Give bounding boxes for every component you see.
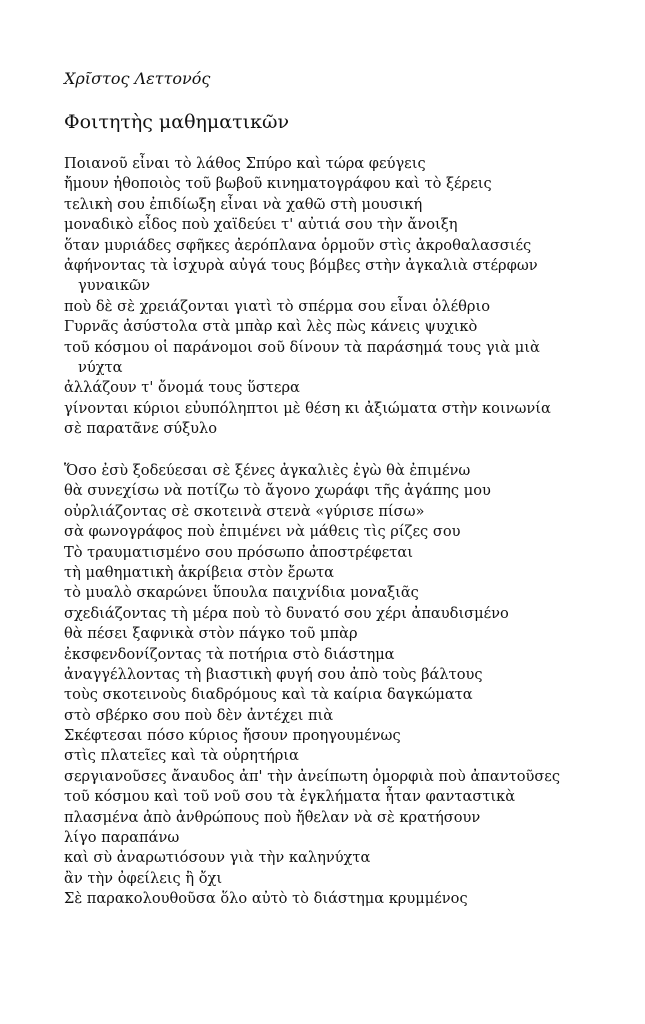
- poem-title: Φοιτητὴς μαθηματικῶν: [64, 111, 289, 133]
- poem-line: σεργιανοῦσες ἄναυδος ἀπ' τὴν ἀνείπωτη ὀμορφιὰ ποὺ ἀπαντοῦσες: [64, 767, 561, 785]
- poem-line: σὲ παρατᾶνε σύξυλο: [64, 420, 218, 438]
- poem-line: στὶς πλατεῖες καὶ τὰ οὐρητήρια: [64, 747, 299, 765]
- poem-line: Γυρνᾶς ἀσύστολα στὰ μπὰρ καὶ λὲς πὼς κάνεις ψυχικὸ: [64, 318, 478, 336]
- poem-line: τελικὴ σου ἐπιδίωξη εἶναι νὰ χαθῶ στὴ μουσική: [64, 195, 423, 213]
- poem-line: πλασμένα ἀπὸ ἀνθρώπους ποὺ ἤθελαν νὰ σὲ κρατήσουν: [64, 808, 481, 826]
- poem-line: ἀναγγέλλοντας τὴ βιαστικὴ φυγή σου ἀπὸ τοὺς βάλτους: [64, 665, 483, 683]
- poem-line: σὰ φωνογράφος ποὺ ἐπιμένει νὰ μάθεις τὶς ρίζες σου: [64, 523, 461, 541]
- poem-line-continuation: νύχτα: [78, 358, 123, 376]
- poem-line: λίγο παραπάνω: [64, 829, 180, 847]
- poem-line: σχεδιάζοντας τὴ μέρα ποὺ τὸ δυνατό σου χέρι ἀπαυδισμένο: [64, 604, 509, 622]
- poem-line: θὰ πέσει ξαφνικὰ στὸν πάγκο τοῦ μπὰρ: [64, 625, 358, 643]
- poem-line: μοναδικὸ εἶδος ποὺ χαϊδεύει τ' αὐτιά σου τὴν ἄνοιξη: [64, 216, 458, 234]
- poem-stanza-2: [64, 461, 604, 910]
- poem-line-continuation: γυναικῶν: [78, 277, 150, 295]
- poem-line: Ὅσο ἐσὺ ξοδεύεσαι σὲ ξένες ἀγκαλιὲς ἐγὼ θὰ ἐπιμένω: [64, 462, 471, 479]
- poem-line: Τὸ τραυματισμένο σου πρόσωπο ἀποστρέφεται: [64, 543, 413, 561]
- poem-line: Ποιανοῦ εἶναι τὸ λάθος Σπύρο καὶ τώρα φεύγεις: [64, 155, 426, 172]
- poem-line: Σὲ παρακολουθοῦσα ὅλο αὐτὸ τὸ διάστημα κρυμμένος: [64, 890, 468, 908]
- poem-line: ὅταν μυριάδες σφῆκες ἀερόπλανα ὁρμοῦν στὶς ἀκροθαλασσιές: [64, 236, 532, 254]
- poem-line: τὴ μαθηματικὴ ἀκρίβεια στὸν ἔρωτα: [64, 563, 335, 581]
- poem-line: ἀλλάζουν τ' ὄνομά τους ὕστερα: [64, 379, 300, 397]
- poem-line: ποὺ δὲ σὲ χρειάζονται γιατὶ τὸ σπέρμα σου εἶναι ὀλέθριο: [64, 297, 490, 315]
- poem-line: γίνονται κύριοι εὐυπόληπτοι μὲ θέση κι ἀξιώματα στὴν κοινωνία: [64, 399, 551, 417]
- poem-line: ἂν τὴν ὀφείλεις ἢ ὄχι: [64, 869, 223, 887]
- poem-line: ἤμουν ἠθοποιὸς τοῦ βωβοῦ κινηματογράφου καὶ τὸ ξέρεις: [64, 175, 492, 193]
- poem-line: Σκέφτεσαι πόσο κύριος ἤσουν προηγουμένως: [64, 727, 401, 745]
- poem-line: τὸ μυαλὸ σκαρώνει ὕπουλα παιχνίδια μοναξιᾶς: [64, 584, 419, 602]
- poem-line: στὸ σβέρκο σου ποὺ δὲν ἀντέχει πιὰ: [64, 706, 334, 724]
- poem-line: τοῦ κόσμου οἱ παράνομοι σοῦ δίνουν τὰ παράσημά τους γιὰ μιὰ: [64, 338, 540, 356]
- poem-line: τοὺς σκοτεινοὺς διαδρόμους καὶ τὰ καίρια δαγκώματα: [64, 686, 473, 704]
- author-name: Χρῖστος Λεττονός: [64, 69, 211, 88]
- poem-line: καὶ σὺ ἀναρωτιόσουν γιὰ τὴν καληνύχτα: [64, 849, 371, 867]
- poem-line: ἐκσφενδονίζοντας τὰ ποτήρια στὸ διάστημα: [64, 645, 395, 663]
- poem-line: θὰ συνεχίσω νὰ ποτίζω τὸ ἄγονο χωράφι τῆς ἀγάπης μου: [64, 482, 491, 500]
- poem-stanza-1: [64, 154, 604, 439]
- poem-line: ἀφήνοντας τὰ ἰσχυρὰ αὐγά τους βόμβες στὴν ἀγκαλιὰ στέρφων: [64, 256, 538, 274]
- poem-line: οὐρλιάζοντας σὲ σκοτεινὰ στενὰ «γύρισε πίσω»: [64, 502, 425, 520]
- poem-line: τοῦ κόσμου καὶ τοῦ νοῦ σου τὰ ἐγκλήματα ἦταν φανταστικὰ: [64, 788, 516, 806]
